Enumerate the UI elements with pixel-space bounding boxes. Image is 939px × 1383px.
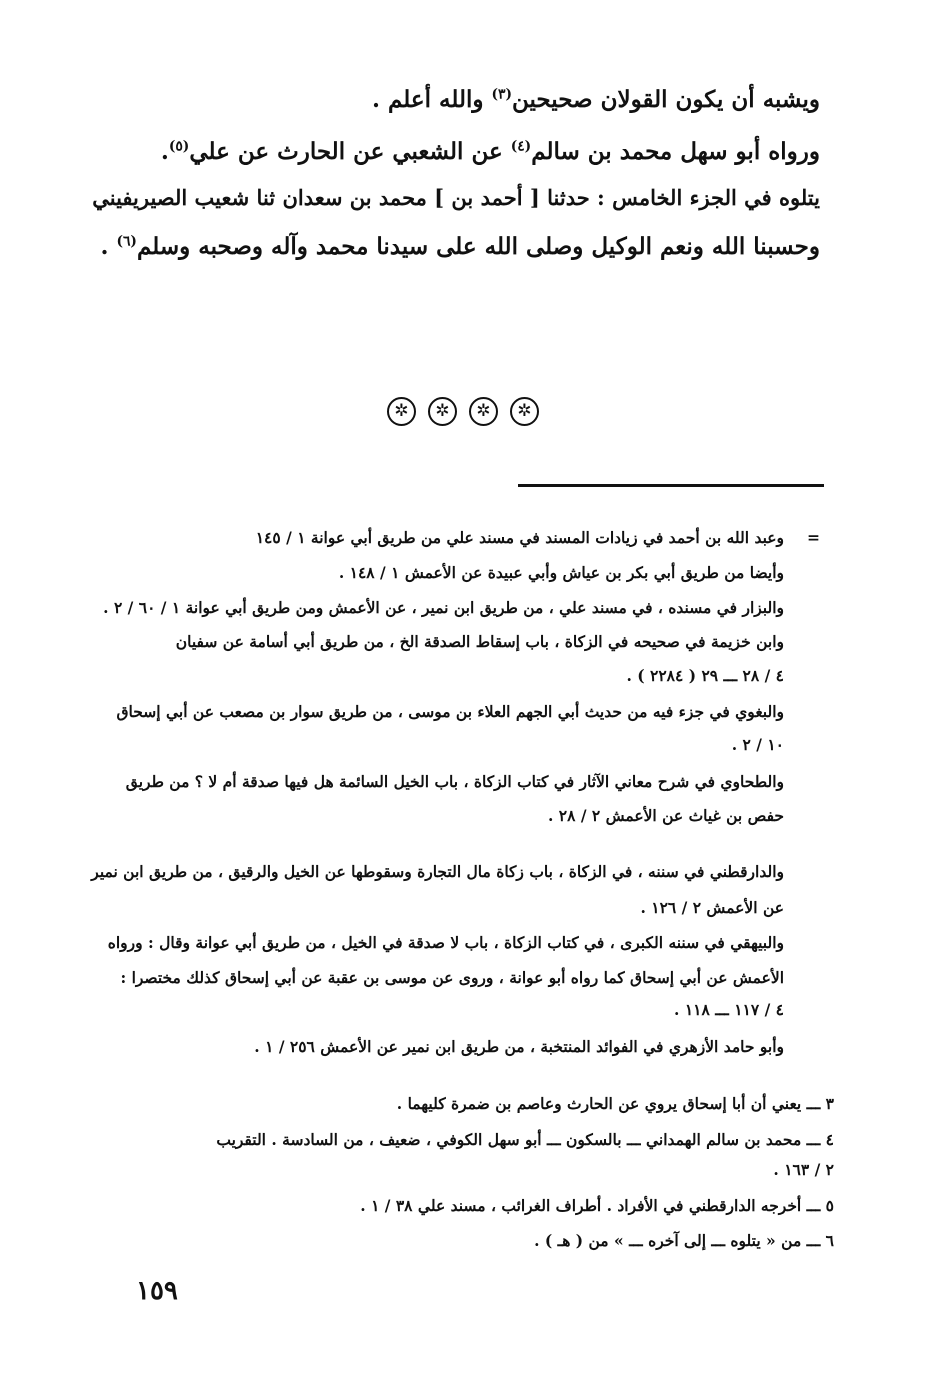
main-text-line-4 xyxy=(100,233,820,260)
footnote-marker: (٤) xyxy=(510,138,532,155)
footnote-line: ٤ / ٢٨ ـــ ٢٩ ( ٢٢٨٤ ) . xyxy=(626,666,784,685)
main-text-segment: ويشبه أن يكون القولان صحيحين xyxy=(511,86,820,113)
footnote-line: حفص بن غياث عن الأعمش ٢ / ٢٨ . xyxy=(547,806,784,825)
footnote-line: وأيضا من طريق أبي بكر بن عياش وأبي عبيدة عن الأعمش ١ / ١٤٨ . xyxy=(338,563,784,582)
footnote-continuation-mark: = xyxy=(807,528,820,547)
main-text-segment: وحسبنا الله ونعم الوكيل وصلى الله على سيدنا محمد وآله وصحبه وسلم xyxy=(136,233,820,260)
footnote-marker: (٣) xyxy=(491,86,512,103)
page-number: ١٥٩ xyxy=(136,1276,178,1306)
footnote-marker: (٦) xyxy=(116,233,137,250)
footnote-line: عن الأعمش ٢ / ١٢٦ . xyxy=(640,898,784,917)
main-text-segment: عن الشعبي عن الحارث عن علي xyxy=(189,138,511,165)
footnote-line: وأبو حامد الأزهري في الفوائد المنتخبة ، من طريق ابن نمير عن الأعمش ٢٥٦ / ١ . xyxy=(254,1037,784,1056)
numbered-footnote-3: ٣ ـــ يعني أن أبا إسحاق يروي عن الحارث وعاصم بن ضمرة كليهما . xyxy=(396,1094,834,1113)
main-text-segment: . xyxy=(100,233,117,260)
numbered-footnote-4: ٤ ـــ محمد بن سالم الهمداني ـــ بالسكون ـــ أبو سهل الكوفي ، ضعيف ، من السادسة . التقريب xyxy=(216,1130,834,1149)
numbered-footnote-4-continued: ٢ / ١٦٣ . xyxy=(773,1160,834,1179)
footnote-marker: (٥) xyxy=(168,138,190,155)
footnote-line: ١٠ / ٢ . xyxy=(731,735,784,754)
footnote-line: والطحاوي في شرح معاني الآثار في كتاب الزكاة ، باب الخيل السائمة هل فيها صدقة أم لا ؟ من طريق xyxy=(125,772,784,791)
footnote-line: والبزار في مسنده ، في مسند علي ، من طريق ابن نمير ، عن الأعمش ومن طريق أبي عوانة ١ / ٦٠ / ٢ . xyxy=(103,598,784,617)
ornament-separator xyxy=(387,397,559,431)
main-text-segment: ورواه أبو سهل محمد بن سالم xyxy=(531,138,820,165)
main-text-line-2 xyxy=(161,138,820,165)
footnote-line: والبيهقي في سننه الكبرى ، في كتاب الزكاة ، باب لا صدقة في الخيل ، من طريق أبي عوانة وقال : ورواه xyxy=(107,933,784,952)
main-text-line-1 xyxy=(372,86,820,113)
footnote-line: وعبد الله بن أحمد في زيادات المسند في مسند علي من طريق أبي عوانة ١ / ١٤٥ xyxy=(255,528,784,547)
main-text-line-3: يتلوه في الجزء الخامس : حدثنا [ أحمد بن ] محمد بن سعدان ثنا شعيب الصيريفيني xyxy=(92,185,820,210)
footnote-line: والدارقطني في سننه ، في الزكاة ، باب زكاة مال التجارة وسقوطها عن الخيل والرقيق ، من طريق ابن نمير xyxy=(91,862,784,881)
main-text-segment: والله أعلم . xyxy=(371,86,492,113)
footnote-line: وابن خزيمة في صحيحه في الزكاة ، باب إسقاط الصدقة الخ ، من طريق أبي أسامة عن سفيان xyxy=(175,632,784,651)
footnote-line: ٤ / ١١٧ ـــ ١١٨ . xyxy=(674,1000,784,1019)
main-text-segment: . xyxy=(160,138,169,165)
ornament-star-icon: ✲ xyxy=(469,397,498,426)
footnote-line: والبغوي في جزء فيه من حديث أبي الجهم العلاء بن موسى ، من طريق سوار بن مصعب عن أبي إسحاق xyxy=(116,702,784,721)
numbered-footnote-5: ٥ ـــ أخرجه الدارقطني في الأفراد . أطراف الغرائب ، مسند علي ٣٨ / ١ . xyxy=(360,1196,834,1215)
footnote-line: الأعمش عن أبي إسحاق كما رواه أبو عوانة ، وروى عن موسى بن عقبة عن أبي إسحاق كذلك مختصرا : xyxy=(120,968,784,987)
numbered-footnote-6: ٦ ـــ من « يتلوه ـــ إلى آخره ـــ » من ( هـ ) . xyxy=(534,1231,834,1250)
ornament-star-icon: ✲ xyxy=(387,397,416,426)
ornament-star-icon: ✲ xyxy=(510,397,539,426)
ornament-star-icon: ✲ xyxy=(428,397,457,426)
footnote-divider xyxy=(518,484,824,487)
